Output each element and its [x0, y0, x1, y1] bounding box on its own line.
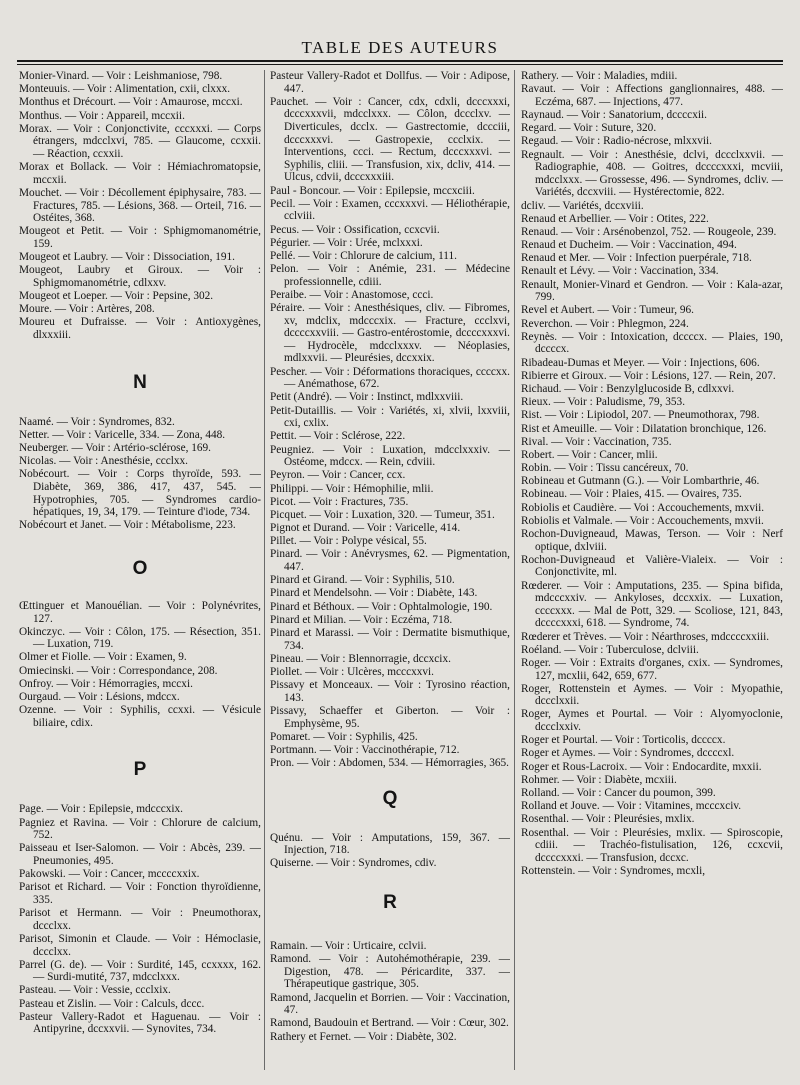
index-entry: Quiserne. — Voir : Syndromes, cdiv. [270, 857, 437, 870]
index-entry: Picot. — Voir : Fractures, 735. [270, 495, 409, 508]
index-entry: Péraire. — Voir : Anesthésiques, cliv. — Fibromes, xv, mdclix, mdcccxix. — Fracture, ccclxvi, dccccxxviii. — Gastro-entérostomie, dccccxxxvi. — Hydrocèle, mdcclxxxv. — Néoplasies, mdlxxvii. — Pleurésies, dccxxix. [270, 302, 510, 365]
index-entry: Quénu. — Voir : Amputations, 159, 367. — Injection, 718. [270, 831, 510, 857]
index-entry: Œttinguer et Manouélian. — Voir : Polynévrites, 127. [19, 599, 261, 625]
index-entry: Naamé. — Voir : Syndromes, 832. [19, 415, 175, 428]
index-entry: Regnault. — Voir : Anesthésie, dclvi, dccclxxvii. — Radiographie, 408. — Goitres, dccccxxxi, mcviii, mdcclxxx. — Grossesse, 496. — Syndromes, dcliv. — Variétés, dccxviii. — Hystérectomie, 822. [521, 148, 783, 199]
index-entry: Ourgaud. — Voir : Lésions, mdccx. [19, 691, 180, 704]
index-entry: Roéland. — Voir : Tuberculose, dclviii. [521, 643, 699, 656]
index-entry: Pescher. — Voir : Déformations thoraciques, ccccxx. — Anémathose, 672. [270, 365, 510, 391]
index-entry: Mougeot et Loeper. — Voir : Pepsine, 302. [19, 290, 214, 303]
index-entry: Renaud et Ducheim. — Voir : Vaccination, 494. [521, 239, 737, 252]
index-entry: Monthus. — Voir : Appareil, mccxii. [19, 109, 185, 122]
index-column-3 [521, 70, 783, 1075]
section-letter-o: O [132, 557, 148, 579]
index-entry: Rœderer et Trèves. — Voir : Néarthroses, mdccccxxiii. [521, 630, 770, 643]
index-entry: Paul - Boncour. — Voir : Epilepsie, mccxciii. [270, 184, 475, 197]
index-entry: Mougeot et Petit. — Voir : Sphigmomanométrie, 159. [19, 225, 261, 250]
index-column-1 [19, 70, 261, 1075]
index-entry: Rottenstein. — Voir : Syndromes, mcxli, [521, 864, 706, 877]
index-entry: Robiolis et Caudière. — Voi : Accouchements, mxvii. [521, 501, 765, 514]
index-entry: Portmann. — Voir : Vaccinothérapie, 712. [270, 743, 460, 756]
index-entry: Parisot et Hermann. — Voir : Pneumothorax, dccclxx. [19, 907, 261, 932]
index-entry: Renault et Lévy. — Voir : Vaccination, 334. [521, 265, 719, 278]
index-entry: Renault, Monier-Vinard et Gendron. — Voir : Kala-azar, 799. [521, 278, 783, 304]
index-entry: Okinczyc. — Voir : Côlon, 175. — Résection, 351. — Luxation, 719. [19, 625, 261, 651]
index-entry: Philippi. — Voir : Hémophilie, mlii. [270, 482, 434, 495]
index-entry: Morax et Bollack. — Voir : Hémiachromatopsie, mccxii. [19, 161, 261, 186]
index-entry: dcliv. — Variétés, dccxviii. [521, 199, 644, 212]
index-entry: Pellé. — Voir : Chlorure de calcium, 111. [270, 249, 457, 262]
index-entry: Roger et Rous-Lacroix. — Voir : Endocardite, mxxii. [521, 760, 762, 773]
index-entry: Raynaud. — Voir : Sanatorium, dccccxii. [521, 108, 707, 121]
index-entry: Parisot, Simonin et Claude. — Voir : Hémoclasie, dccclxx. [19, 932, 261, 958]
index-entry: Nobécourt. — Voir : Corps thyroïde, 593. — Diabète, 369, 386, 417, 437, 545. — Hypotrophies, 705. — Syndromes cardio-hépatiques, 19, 34, 179. — Teinture d'iode, 734. [19, 468, 261, 519]
index-entry: Monthus et Drécourt. — Voir : Amaurose, mccxi. [19, 96, 243, 109]
index-entry: Ramond, Baudouin et Bertrand. — Voir : Cœur, 302. [270, 1017, 509, 1030]
index-entry: Pissavy et Monceaux. — Voir : Tyrosino réaction, 143. [270, 679, 510, 704]
index-entry: Peyron. — Voir : Cancer, ccx. [270, 469, 406, 482]
index-entry: Roger et Pourtal. — Voir : Torticolis, dccccx. [521, 734, 726, 747]
index-entry: Moureu et Dufraisse. — Voir : Antioxygènes, dlxxxiii. [19, 316, 261, 341]
index-entry: Robin. — Voir : Tissu cancéreux, 70. [521, 462, 689, 475]
index-entry: Rolland. — Voir : Cancer du poumon, 399. [521, 787, 716, 799]
index-entry: Page. — Voir : Epilepsie, mdcccxix. [19, 803, 183, 816]
index-entry: Revel et Aubert. — Voir : Tumeur, 96. [521, 304, 694, 317]
index-entry: Petit-Dutaillis. — Voir : Variétés, xi, xlvii, lxxviii, cxi, cxlix. [270, 404, 510, 430]
index-entry: Robineau. — Voir : Plaies, 415. — Ovaires, 735. [521, 488, 742, 501]
index-entry: Neuberger. — Voir : Artério-sclérose, 169. [19, 441, 212, 454]
page-title: TABLE DES AUTEURS [301, 38, 499, 57]
index-entry: Pasteau et Zislin. — Voir : Calculs, dccc. [19, 997, 205, 1010]
column-divider [514, 70, 515, 1070]
index-entry: Ribadeau-Dumas et Meyer. — Voir : Injections, 606. [521, 356, 760, 369]
index-entry: Piollet. — Voir : Ulcères, mcccxxvi. [270, 665, 434, 678]
index-entry: Nobécourt et Janet. — Voir : Métabolisme, 223. [19, 519, 236, 532]
index-entry: Morax. — Voir : Conjonctivite, cccxxxi. — Corps étrangers, mdcclxvi, 785. — Glaucome, ccxxii. — Réaction, ccxxii. [19, 122, 261, 160]
index-entry: Rochon-Duvigneaud et Valière-Vialeix. — Voir : Conjonctivite, ml. [521, 553, 783, 579]
index-entry: Rœderer. — Voir : Amputations, 235. — Spina bifida, mdcccxxiv. — Ankyloses, dccxxix. — Luxation, ccccxxx. — Mal de Pott, 329. — Scoliose, 121, 843, dccccxxxi, 618. — Syndrome, 74. [521, 579, 783, 630]
index-entry: Pillet. — Voir : Polype vésical, 55. [270, 535, 427, 548]
index-entry: Pinard et Girand. — Voir : Syphilis, 510. [270, 574, 455, 587]
index-entry: Renaud. — Voir : Arsénobenzol, 752. — Rougeole, 239. [521, 225, 777, 238]
index-entry: Roger. — Voir : Extraits d'organes, cxix. — Syndromes, 127, mcxlii, 642, 659, 677. [521, 656, 783, 682]
index-entry: Rohmer. — Voir : Diabète, mcxiii. [521, 773, 677, 786]
index-entry: Rist. — Voir : Lipiodol, 207. — Pneumothorax, 798. [521, 409, 760, 422]
header-rule [17, 60, 783, 65]
index-entry: Olmer et Fiolle. — Voir : Examen, 9. [19, 651, 187, 664]
column-divider [264, 70, 265, 1070]
index-entry: Reynès. — Voir : Intoxication, dccccx. — Plaies, 190, dccccx. [521, 330, 783, 356]
index-entry: Ravaut. — Voir : Affections ganglionnaires, 488. — Eczéma, 687. — Injections, 477. [521, 83, 783, 108]
index-entry: Pignot et Durand. — Voir : Varicelle, 414. [270, 522, 461, 535]
index-entry: Paisseau et Iser-Salomon. — Voir : Abcès, 239. — Pneumonies, 495. [19, 842, 261, 867]
index-entry: Pinard et Béthoux. — Voir : Ophtalmologie, 190. [270, 600, 493, 613]
index-entry: Rosenthal. — Voir : Pleurésies, mxlix. [521, 813, 695, 826]
index-entry: Robineau et Gutmann (G.). — Voir Lombarthrie, 46. [521, 475, 760, 488]
index-entry: Moure. — Voir : Artères, 208. [19, 303, 155, 316]
index-entry: Mouchet. — Voir : Décollement épiphysaire, 783. — Fractures, 785. — Lésions, 368. — Orteil, 716. — Ostéites, 368. [19, 186, 261, 225]
index-entry: Robiolis et Valmale. — Voir : Accouchements, mxvii. [521, 514, 764, 527]
index-entry: Peugniez. — Voir : Luxation, mdcclxxxiv. — Ostéome, mdccx. — Rein, cdviii. [270, 443, 510, 469]
index-entry: Reverchon. — Voir : Phlegmon, 224. [521, 317, 689, 330]
index-entry: Rathery. — Voir : Maladies, mdiii. [521, 70, 678, 82]
index-entry: Rieux. — Voir : Paludisme, 79, 353. [521, 396, 686, 409]
index-entry: Monier-Vinard. — Voir : Leishmaniose, 798. [19, 70, 223, 82]
index-entry: Regard. — Voir : Suture, 320. [521, 122, 657, 135]
index-column-2 [270, 70, 510, 1075]
index-entry: Renaud et Mer. — Voir : Infection puerpérale, 718. [521, 252, 752, 265]
index-entry: Pagniez et Ravina. — Voir : Chlorure de calcium, 752. [19, 816, 261, 842]
index-entry: Pasteur Vallery-Radot et Dollfus. — Voir : Adipose, 447. [270, 70, 510, 95]
index-entry: Peraibe. — Voir : Anastomose, ccci. [270, 288, 434, 301]
index-entry: Omiecinski. — Voir : Correspondance, 208. [19, 664, 218, 677]
index-entry: Mougeot et Laubry. — Voir : Dissociation, 191. [19, 251, 235, 264]
index-entry: Onfroy. — Voir : Hémorragies, mccxi. [19, 677, 193, 690]
index-entry: Parrel (G. de). — Voir : Surdité, 145, ccxxxx, 162. — Surdi-mutité, 737, mdcclxxx. [19, 958, 261, 984]
index-entry: Pasteur Vallery-Radot et Haguenau. — Voir : Antipyrine, dccxxvii. — Synovites, 734. [19, 1010, 261, 1036]
index-entry: Rathery et Fernet. — Voir : Diabète, 302. [270, 1030, 457, 1043]
index-entry: Pinard. — Voir : Anévrysmes, 62. — Pigmentation, 447. [270, 548, 510, 574]
index-entry: Rist et Ameuille. — Voir : Dilatation bronchique, 126. [521, 422, 767, 435]
index-entry: Ramain. — Voir : Urticaire, cclvii. [270, 940, 427, 953]
section-letter-n: N [133, 371, 147, 393]
index-entry: Ribierre et Giroux. — Voir : Lésions, 127. — Rein, 207. [521, 369, 776, 382]
index-entry: Rochon-Duvigneaud, Mawas, Terson. — Voir : Nerf optique, dxlviii. [521, 528, 783, 553]
index-entry: Pégurier. — Voir : Urée, mclxxxi. [270, 236, 423, 249]
section-letter-q: Q [382, 787, 398, 809]
index-entry: Pineau. — Voir : Blennorragie, dccxcix. [270, 652, 451, 665]
index-entry: Roger, Rottenstein et Aymes. — Voir : Myopathie, dccclxxii. [521, 682, 783, 708]
index-entry: Picquet. — Voir : Luxation, 320. — Tumeur, 351. [270, 508, 495, 521]
section-letter-r: R [383, 892, 397, 914]
index-entry: Robert. — Voir : Cancer, mlii. [521, 448, 658, 461]
index-entry: Pelon. — Voir : Anémie, 231. — Médecine professionnelle, cdiii. [270, 263, 510, 288]
index-entry: Pron. — Voir : Abdomen, 534. — Hémorragies, 365. [270, 757, 509, 770]
index-entry: Rosenthal. — Voir : Pleurésies, mxlix. — Spiroscopie, cdiii. — Trachéo-fistulisation, 126, ccxcvii, dccccxxxi. — Transfusion, dccxc. [521, 826, 783, 864]
index-entry: Pinard et Milian. — Voir : Eczéma, 718. [270, 613, 453, 626]
index-entry: Renaud et Arbellier. — Voir : Otites, 222. [521, 212, 709, 225]
index-entry: Pinard et Mendelsohn. — Voir : Diabète, 143. [270, 587, 478, 600]
index-entry: Pecus. — Voir : Ossification, ccxcvii. [270, 223, 440, 236]
index-entry: Pakowski. — Voir : Cancer, mccccxxix. [19, 868, 200, 881]
index-entry: Petit (André). — Voir : Instinct, mdlxxviii. [270, 391, 464, 404]
index-entry: Pomaret. — Voir : Syphilis, 425. [270, 730, 418, 743]
index-entry: Ramond. — Voir : Autohémothérapie, 239. — Digestion, 478. — Péricardite, 337. — Thérapeutique gastrique, 305. [270, 953, 510, 991]
index-entry: Mougeot, Laubry et Giroux. — Voir : Sphigmomanométrie, cdlxxv. [19, 264, 261, 289]
index-entry: Pettit. — Voir : Sclérose, 222. [270, 430, 406, 443]
index-entry: Pinard et Marassi. — Voir : Dermatite bismuthique, 734. [270, 626, 510, 652]
index-entry: Pauchet. — Voir : Cancer, cdx, cdxli, dcccxxxi, dcccxxxvii, mdcclxxx. — Côlon, dccclxv. — Diverticules, dcclx. — Gastrectomie, dccciii, dcccxxxvi. — Gastropexie, ccclxix. — Interventions, ccci. — Rectum, dcccxxxvi. — Syphilis, cliii. — Transfusion, xix, dcliv, 414. — Ulcus, cdvii, dcccxxxiii. [270, 95, 510, 184]
index-entry: Pasteau. — Voir : Vessie, ccclxix. [19, 984, 171, 997]
index-entry: Roger et Aymes. — Voir : Syndromes, dccccxl. [521, 747, 735, 760]
index-entry: Roger, Aymes et Pourtal. — Voir : Alyomyoclonie, dccclxxiv. [521, 708, 783, 734]
index-entry: Pecil. — Voir : Examen, cccxxxvi. — Héliothérapie, cclviii. [270, 197, 510, 223]
index-entry: Regaud. — Voir : Radio-nécrose, mlxxvii. [521, 135, 712, 148]
index-entry: Parisot et Richard. — Voir : Fonction thyroïdienne, 335. [19, 881, 261, 906]
index-entry: Pissavy, Schaeffer et Giberton. — Voir : Emphysème, 95. [270, 704, 510, 730]
index-entry: Ozenne. — Voir : Syphilis, ccxxi. — Vésicule biliaire, cdix. [19, 704, 261, 729]
section-letter-p: P [133, 759, 147, 781]
index-entry: Netter. — Voir : Varicelle, 334. — Zona, 448. [19, 428, 226, 441]
index-entry: Nicolas. — Voir : Anesthésie, ccclxx. [19, 455, 189, 468]
index-entry: Richaud. — Voir : Benzylglucoside B, cdlxxvi. [521, 382, 735, 395]
index-entry: Rival. — Voir : Vaccination, 735. [521, 435, 672, 448]
index-entry: Monteuuis. — Voir : Alimentation, cxii, clxxx. [19, 83, 231, 96]
index-entry: Rolland et Jouve. — Voir : Vitamines, mcccxciv. [521, 800, 742, 813]
index-entry: Ramond, Jacquelin et Borrien. — Voir : Vaccination, 47. [270, 991, 510, 1017]
